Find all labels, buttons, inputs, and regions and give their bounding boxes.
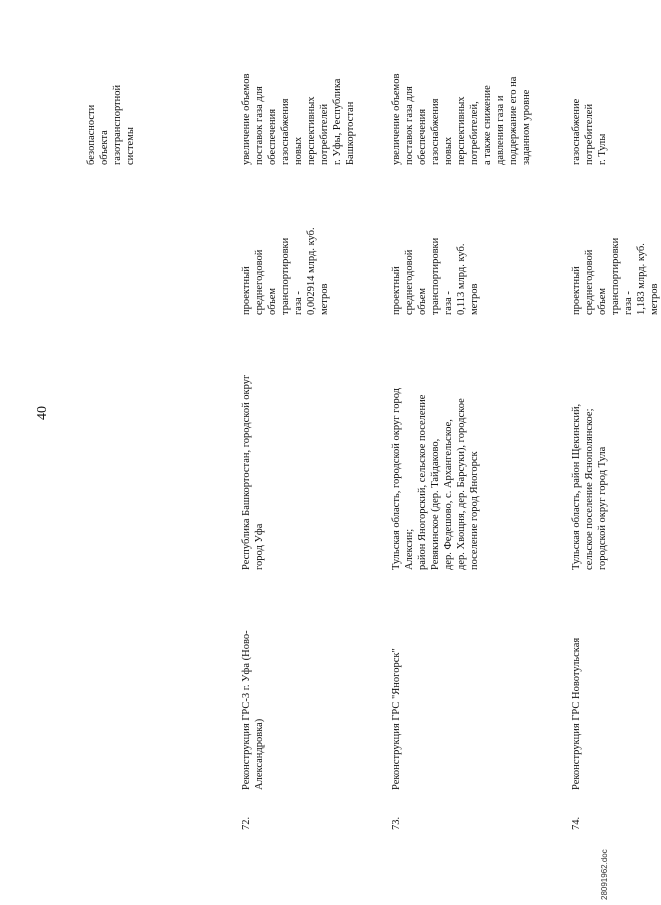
text-line: среднегодовой <box>404 249 415 315</box>
text-line: объем <box>417 287 428 315</box>
text-line: давления газа и <box>495 95 506 165</box>
object-name-cell <box>240 590 266 790</box>
text-line: дер. Федешово, с. Архангельское, <box>443 419 454 570</box>
text-line: среднегодовой <box>254 249 265 315</box>
row-number: 72. <box>241 816 252 830</box>
text-line: газа - <box>443 291 454 315</box>
text-line: Республика Башкортостан, городской округ <box>241 374 252 570</box>
text-line: среднегодовой <box>584 249 595 315</box>
text-line: метров <box>649 283 660 315</box>
purpose-cell <box>240 0 357 165</box>
text-line: г. Тулы <box>597 133 608 165</box>
location-cell <box>390 340 481 570</box>
text-line: транспортировки <box>280 237 291 315</box>
text-line: дер. Хвощня, дер. Барсуки), городское <box>456 398 467 570</box>
location-cell <box>570 340 609 570</box>
text-line: транспортировки <box>610 237 621 315</box>
text-line: транспортировки <box>430 237 441 315</box>
text-line: г. Уфы, Республика <box>332 78 343 165</box>
text-line: газоснабжение <box>571 98 582 165</box>
text-line: газоснабжения <box>430 98 441 165</box>
text-line: метров <box>319 283 330 315</box>
text-line: Реконструкция ГРС Новотульская <box>571 637 582 790</box>
volume-cell <box>570 195 661 315</box>
text-line: а также снижение <box>482 85 493 165</box>
text-line: увеличение объемов <box>241 73 252 165</box>
purpose-cell <box>570 0 609 165</box>
text-line: обеспечения <box>267 108 278 165</box>
text-line: перспективных <box>306 96 317 165</box>
purpose-cell <box>390 0 533 165</box>
text-line: проектный <box>241 266 252 315</box>
text-line: Тульская область, городской округ город <box>391 388 402 570</box>
text-line: Реконструкция ГРС "Яногорск" <box>391 648 402 790</box>
text-line: Реконструкция ГРС-3 г. Уфа (Ново- <box>241 630 252 790</box>
text-line: 0,002914 млрд. куб. <box>306 227 317 315</box>
text-line: проектный <box>391 266 402 315</box>
continuation-purpose-cell <box>85 0 137 165</box>
text-line: город Уфа <box>254 523 265 570</box>
text-line: потребителей <box>319 103 330 165</box>
volume-cell <box>390 195 481 315</box>
object-name-cell <box>390 590 403 790</box>
text-line: перспективных <box>456 96 467 165</box>
text-line: метров <box>469 283 480 315</box>
text-line: безопасности <box>86 104 97 165</box>
text-line: обеспечения <box>417 108 428 165</box>
text-line: 1,183 млрд. куб. <box>636 243 647 315</box>
text-line: Тульская область, район Щекинский, <box>571 403 582 570</box>
text-line: Александровка) <box>254 718 265 790</box>
row-number: 74. <box>571 816 582 830</box>
text-line: объекта <box>99 130 110 165</box>
row-number: 73. <box>391 816 402 830</box>
text-line: сельское поселение Яснополянское; <box>584 408 595 570</box>
document-filename: 28091962.doc <box>600 849 609 900</box>
text-line: объем <box>597 287 608 315</box>
location-cell <box>240 340 266 570</box>
text-line: газотранспортной <box>112 84 123 165</box>
text-line: объем <box>267 287 278 315</box>
text-line: поселение город Яногорск <box>469 451 480 570</box>
text-line: 0,113 млрд. куб. <box>456 243 467 315</box>
volume-cell <box>240 195 331 315</box>
text-line: системы <box>125 127 136 165</box>
text-line: заданном уровне <box>521 89 532 165</box>
text-line: потребителей, <box>469 101 480 165</box>
text-line: новых <box>443 136 454 165</box>
text-line: газа - <box>623 291 634 315</box>
text-line: Ревякинское (дер. Тайдаково, <box>430 438 441 570</box>
text-line: Алексин; <box>404 528 415 570</box>
text-line: городской округ город Тула <box>597 446 608 570</box>
text-line: проектный <box>571 266 582 315</box>
text-line: поставок газа для <box>404 86 415 165</box>
text-line: новых <box>293 136 304 165</box>
text-line: газоснабжения <box>280 98 291 165</box>
text-line: газа - <box>293 291 304 315</box>
page-number: 40 <box>35 406 50 420</box>
text-line: потребителей <box>584 103 595 165</box>
text-line: увеличение объемов <box>391 73 402 165</box>
object-name-cell <box>570 590 583 790</box>
text-line: поставок газа для <box>254 86 265 165</box>
text-line: Башкортостан <box>345 101 356 165</box>
text-line: район Яногорский, сельское поселение <box>417 394 428 570</box>
text-line: поддержание его на <box>508 76 519 165</box>
